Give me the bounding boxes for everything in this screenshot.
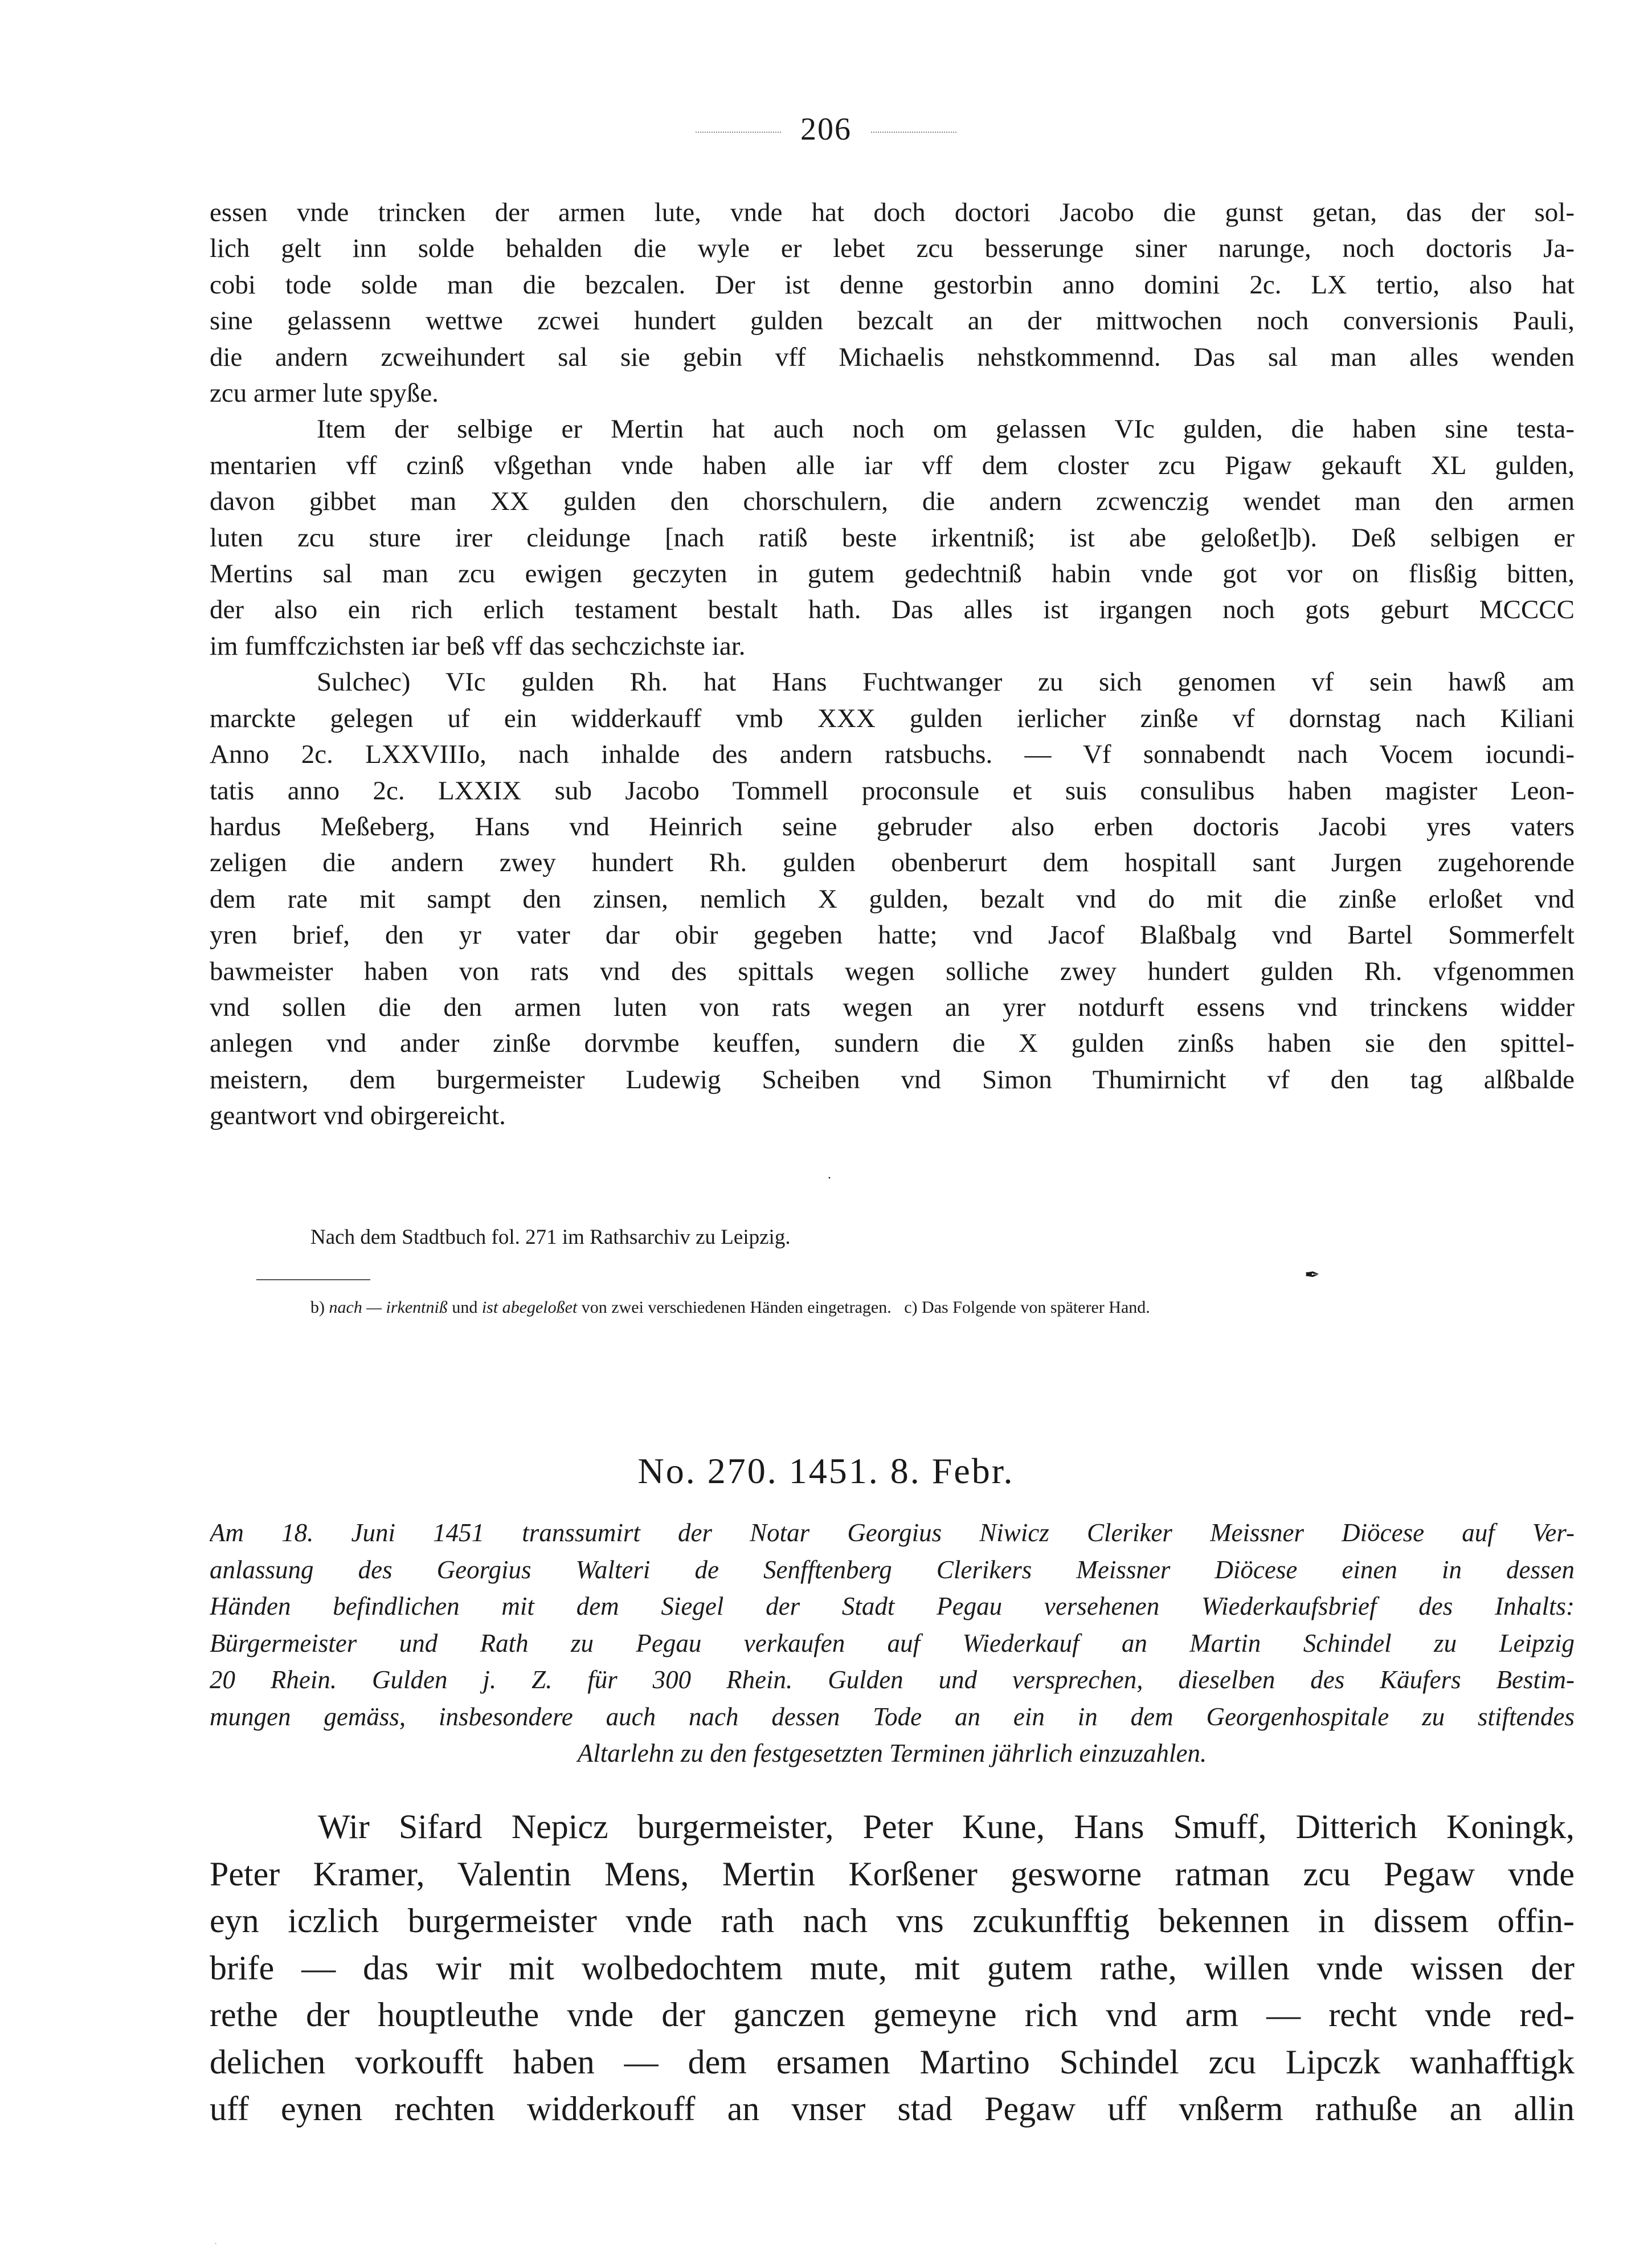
text-line: sine gelassenn wettwe zcwei hundert gulden bezcalt an der mittwochen noch conversionis Pauli, (210, 306, 1575, 336)
text-line: yren brief, den yr vater dar obir gegeben hatte; vnd Jacof Blaßbalg vnd Bartel Sommerfelt (210, 920, 1575, 950)
text-line: Item der selbige er Mertin hat auch noch om gelassen VIc gulden, die haben sine testa- (317, 414, 1575, 444)
text-line: anlegen vnd ander zinße dorvmbe keuffen, sundern die X gulden zinßs haben sie den spittel- (210, 1028, 1575, 1059)
charter-line: brife — das wir mit wolbedochtem mute, mit gutem rathe, willen vnde wissen der (210, 1949, 1575, 1987)
charter-line: Peter Kramer, Valentin Mens, Mertin Korßener gesworne ratman zcu Pegaw vnde (210, 1855, 1575, 1893)
footnote-divider (256, 1279, 370, 1280)
text-line: Sulchec) VIc gulden Rh. hat Hans Fuchtwanger zu sich genomen vf sein hawß am (317, 667, 1575, 697)
continued-text-block (210, 195, 1575, 1134)
text-line: mentarien vff czinß vßgethan vnde haben alle iar vff dem closter zcu Pigaw gekauft XL gulden, (210, 450, 1575, 480)
regest-line: Am 18. Juni 1451 transsumirt der Notar Georgius Niwicz Cleriker Meissner Diöcese auf Ver- (210, 1518, 1575, 1547)
page-number-text: 206 (800, 112, 852, 147)
stray-dot-mark: · (827, 1171, 832, 1186)
regest-line: 20 Rhein. Gulden j. Z. für 300 Rhein. Gulden und versprechen, dieselben des Käufers Bestim- (210, 1665, 1575, 1694)
text-line: cobi tode solde man die bezcalen. Der ist denne gestorbin anno domini 2c. LX tertio, also hat (210, 270, 1575, 300)
footnote-b-text-2: von zwei verschiedenen Händen eingetragen. (581, 1298, 892, 1317)
scan-mark: · (214, 2239, 218, 2249)
document-heading: No. 270. 1451. 8. Febr. (637, 1451, 1015, 1491)
text-line: meistern, dem burgermeister Ludewig Scheiben vnd Simon Thumirnicht vf den tag alßbalde (210, 1064, 1575, 1095)
regest-line: Altarlehn zu den festgesetzten Terminen jährlich einzuzahlen. (577, 1739, 1207, 1767)
charter-line: eyn iczlich burgermeister vnde rath nach vns zcukunfftig bekennen in dissem offin- (210, 1902, 1575, 1939)
page-number-rule-right (871, 132, 956, 133)
footnote-b-italic-1: nach — irkentniß (329, 1298, 448, 1317)
footnote-b-text-1: und (452, 1298, 478, 1317)
text-line: der also ein rich erlich testament bestalt hath. Das alles ist irgangen noch gots geburt MCCCC (210, 595, 1575, 625)
text-line: hardus Meßeberg, Hans vnd Heinrich seine gebruder also erben doctoris Jacobi yres vaters (210, 811, 1575, 842)
footnote-c-text: Das Folgende von späterer Hand. (922, 1298, 1150, 1317)
text-line: zcu armer lute spyße. (210, 378, 439, 409)
source-note: Nach dem Stadtbuch fol. 271 im Rathsarchiv zu Leipzig. (310, 1226, 791, 1249)
text-line: davon gibbet man XX gulden den chorschulern, die andern zcwenczig wendet man den armen (210, 487, 1575, 517)
text-line: Mertins sal man zcu ewigen geczyten in gutem gedechtniß habin vnde got vor on flisßig bitten, (210, 559, 1575, 589)
regest-line: Händen befindlichen mit dem Siegel der Stadt Pegau versehenen Wiederkaufsbrief des Inhalts: (210, 1592, 1575, 1620)
footnote-c-label: c) (904, 1298, 918, 1317)
text-line: zeligen die andern zwey hundert Rh. gulden obenberurt dem hospitall sant Jurgen zugehorende (210, 848, 1575, 878)
footnote-b-label: b) (310, 1298, 325, 1317)
text-line: lich gelt inn solde behalden die wyle er lebet zcu besserunge siner narunge, noch doctoris Ja- (210, 234, 1575, 264)
regest-line: anlassung des Georgius Walteri de Senfftenberg Clerikers Meissner Diöcese einen in dessen (210, 1555, 1575, 1584)
regest-summary (210, 1514, 1575, 1772)
text-line: vnd sollen die den armen luten von rats wegen an yrer notdurft essens vnd trinckens widder (210, 992, 1575, 1022)
charter-line: delichen vorkoufft haben — dem ersamen Martino Schindel zcu Lipczk wanhafftigk (210, 2043, 1575, 2081)
charter-line: Wir Sifard Nepicz burgermeister, Peter Kune, Hans Smuff, Ditterich Koningk, (318, 1808, 1575, 1845)
text-line: essen vnde trincken der armen lute, vnde hat doch doctori Jacobo die gunst getan, das der sol- (210, 198, 1575, 227)
footnote-b-italic-2: ist abegeloßet (481, 1298, 578, 1317)
page-number-rule-left (696, 132, 781, 133)
text-line: marckte gelegen uf ein widderkauff vmb XXX gulden ierlicher zinße vf dornstag nach Kiliani (210, 703, 1575, 733)
charter-line: uff eynen rechten widderkouff an vnser stad Pegaw uff vnßerm rathuße an allin (210, 2090, 1575, 2128)
charter-text (210, 1803, 1575, 2133)
regest-line: Bürgermeister und Rath zu Pegau verkaufen auf Wiederkauf an Martin Schindel zu Leipzig (210, 1628, 1575, 1657)
page-number (0, 111, 1652, 148)
text-line: geantwort vnd obirgereicht. (210, 1101, 506, 1131)
text-line: tatis anno 2c. LXXIX sub Jacobo Tommell proconsule et suis consulibus haben magister Leon- (210, 775, 1575, 806)
text-line: im fumffczichsten iar beß vff das sechczichste iar. (210, 631, 746, 661)
text-line: Anno 2c. LXXVIIIo, nach inhalde des andern ratsbuchs. — Vf sonnabendt nach Vocem iocundi- (210, 740, 1575, 770)
text-line: luten zcu sture irer cleidunge [nach ratiß beste irkentniß; ist abe geloßet]b). Deß selbigen er (210, 522, 1575, 553)
regest-line: mungen gemäss, insbesondere auch nach dessen Tode an ein in dem Georgenhospitale zu stiftendes (210, 1702, 1575, 1731)
footnotes (310, 1298, 1524, 1317)
text-line: dem rate mit sampt den zinsen, nemlich X gulden, bezalt vnd do mit die zinße erloßet vnd (210, 884, 1575, 914)
stray-pen-mark: ✒ (1305, 1264, 1320, 1285)
charter-line: rethe der houptleuthe vnde der ganczen gemeyne rich vnd arm — recht vnde red- (210, 1996, 1575, 2034)
text-line: bawmeister haben von rats vnd des spittals wegen solliche zwey hundert gulden Rh. vfgenommen (210, 956, 1575, 986)
text-line: die andern zcweihundert sal sie gebin vff Michaelis nehstkommennd. Das sal man alles wenden (210, 342, 1575, 372)
